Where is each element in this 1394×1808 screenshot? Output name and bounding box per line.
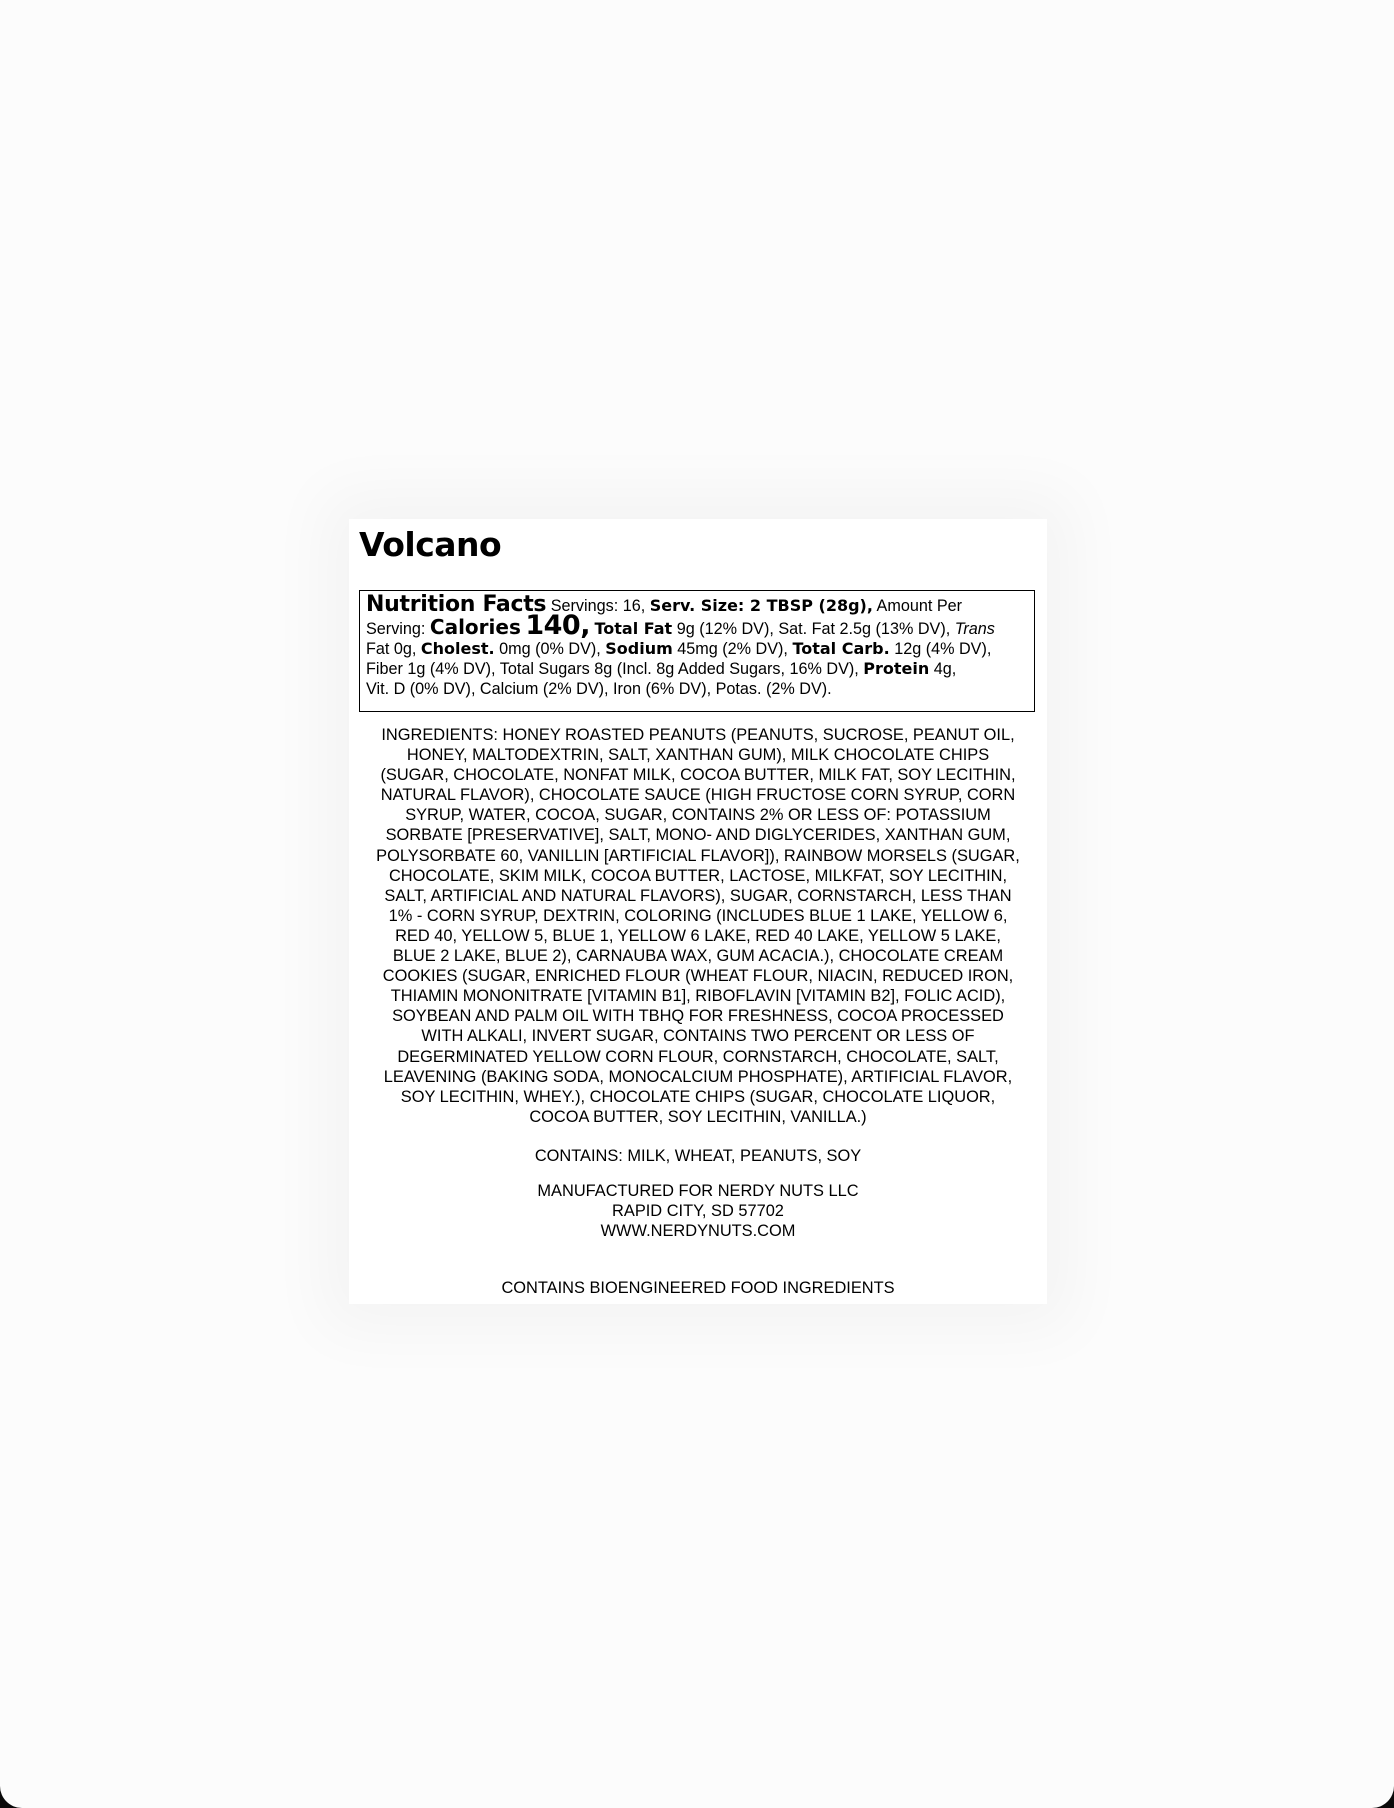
window-corner-left xyxy=(0,1786,22,1808)
ingredients-line: SALT, ARTIFICIAL AND NATURAL FLAVORS), SUGAR, CORNSTARCH, LESS THAN xyxy=(384,886,1012,905)
protein-value: 4g, xyxy=(933,660,957,678)
ingredients-line: WITH ALKALI, INVERT SUGAR, CONTAINS TWO PERCENT OR LESS OF xyxy=(421,1027,975,1046)
ingredients-line: INGREDIENTS: HONEY ROASTED PEANUTS (PEANUTS, SUCROSE, PEANUT OIL, xyxy=(381,726,1015,744)
ingredients-line: POLYSORBATE 60, VANILLIN [ARTIFICIAL FLAVOR]), RAINBOW MORSELS (SUGAR, xyxy=(376,846,1020,865)
serving-size-text: Serv. Size: 2 TBSP (28g), xyxy=(649,596,873,615)
sodium-label: Sodium xyxy=(605,639,673,658)
ingredients-line: 1% - CORN SYRUP, DEXTRIN, COLORING (INCLUDES BLUE 1 LAKE, YELLOW 6, xyxy=(388,906,1008,925)
nutrition-line-1 xyxy=(366,592,1028,617)
trans-label: Trans xyxy=(954,620,995,638)
ingredients-line: SOYBEAN AND PALM OIL WITH TBHQ FOR FRESHNESS, COCOA PROCESSED xyxy=(392,1007,1004,1026)
nutrition-facts-panel xyxy=(359,590,1035,712)
nutrition-line-2 xyxy=(366,610,1028,641)
total-carb-label: Total Carb. xyxy=(792,639,890,658)
product-label xyxy=(349,519,1047,1304)
ingredients-line: (SUGAR, CHOCOLATE, NONFAT MILK, COCOA BUTTER, MILK FAT, SOY LECITHIN, xyxy=(380,766,1016,785)
ingredients-line: COOKIES (SUGAR, ENRICHED FLOUR (WHEAT FLOUR, NIACIN, REDUCED IRON, xyxy=(382,967,1014,986)
servings-text: Servings: 16, xyxy=(550,597,646,615)
manufacturer-address: RAPID CITY, SD 57702 xyxy=(612,1202,784,1221)
ingredients-line: THIAMIN MONONITRATE [VITAMIN B1], RIBOFLAVIN [VITAMIN B2], FOLIC ACID), xyxy=(390,987,1006,1006)
nutrition-line-3 xyxy=(366,639,1028,659)
ingredients-line: DEGERMINATED YELLOW CORN FLOUR, CORNSTARCH, CHOCOLATE, SALT, xyxy=(397,1047,999,1066)
serving-text: Serving: xyxy=(366,620,426,638)
cholesterol-value: 0mg (0% DV), xyxy=(499,640,601,658)
calories-label: Calories xyxy=(429,615,521,639)
window-corner-right xyxy=(1372,1786,1394,1808)
allergen-statement: CONTAINS: MILK, WHEAT, PEANUTS, SOY xyxy=(534,1147,862,1165)
ingredients-line: LEAVENING (BAKING SODA, MONOCALCIUM PHOSPHATE), ARTIFICIAL FLAVOR, xyxy=(383,1067,1013,1086)
ingredients-line: HONEY, MALTODEXTRIN, SALT, XANTHAN GUM), MILK CHOCOLATE CHIPS xyxy=(406,746,990,765)
cholesterol-label: Cholest. xyxy=(420,639,495,658)
ingredients-list xyxy=(357,725,1039,1127)
manufacturer-info xyxy=(349,1181,1047,1241)
ingredients-line: SYRUP, WATER, COCOA, SUGAR, CONTAINS 2% OR LESS OF: POTASSIUM xyxy=(405,806,991,825)
total-fat-value: 9g (12% DV), Sat. Fat 2.5g (13% DV), xyxy=(676,620,951,638)
ingredients-line: SOY LECITHIN, WHEY.), CHOCOLATE CHIPS (SUGAR, CHOCOLATE LIQUOR, xyxy=(400,1087,996,1106)
sodium-value: 45mg (2% DV), xyxy=(677,640,788,658)
trans-fat-value: Fat 0g, xyxy=(366,640,417,658)
product-title: Volcano xyxy=(359,525,502,564)
ingredients-line: BLUE 2 LAKE, BLUE 2), CARNAUBA WAX, GUM ACACIA.), CHOCOLATE CREAM xyxy=(392,947,1004,966)
ingredients-line: CHOCOLATE, SKIM MILK, COCOA BUTTER, LACTOSE, MILKFAT, SOY LECITHIN, xyxy=(388,866,1008,885)
ingredients-line: SORBATE [PRESERVATIVE], SALT, MONO- AND DIGLYCERIDES, XANTHAN GUM, xyxy=(385,826,1011,845)
total-carb-value: 12g (4% DV), xyxy=(894,640,992,658)
nutrition-line-5: Vit. D (0% DV), Calcium (2% DV), Iron (6% DV), Potas. (2% DV). xyxy=(366,680,832,698)
manufacturer-name: MANUFACTURED FOR NERDY NUTS LLC xyxy=(537,1182,859,1200)
total-fat-label: Total Fat xyxy=(594,619,673,638)
ingredients-line: RED 40, YELLOW 5, BLUE 1, YELLOW 6 LAKE, RED 40 LAKE, YELLOW 5 LAKE, xyxy=(395,926,1001,945)
bioengineered-disclosure: CONTAINS BIOENGINEERED FOOD INGREDIENTS xyxy=(501,1279,895,1297)
ingredients-line: NATURAL FLAVOR), CHOCOLATE SAUCE (HIGH FRUCTOSE CORN SYRUP, CORN xyxy=(380,786,1016,805)
calories-value: 140, xyxy=(525,610,590,641)
manufacturer-website: WWW.NERDYNUTS.COM xyxy=(600,1222,796,1241)
fiber-sugars-text: Fiber 1g (4% DV), Total Sugars 8g (Incl. 8g Added Sugars, 16% DV), xyxy=(366,660,859,678)
protein-label: Protein xyxy=(863,659,930,678)
nutrition-line-4 xyxy=(366,659,1028,679)
ingredients-line: COCOA BUTTER, SOY LECITHIN, VANILLA.) xyxy=(529,1107,867,1126)
amount-per-text: Amount Per xyxy=(876,597,963,615)
nutrition-facts-heading: Nutrition Facts xyxy=(366,592,547,617)
